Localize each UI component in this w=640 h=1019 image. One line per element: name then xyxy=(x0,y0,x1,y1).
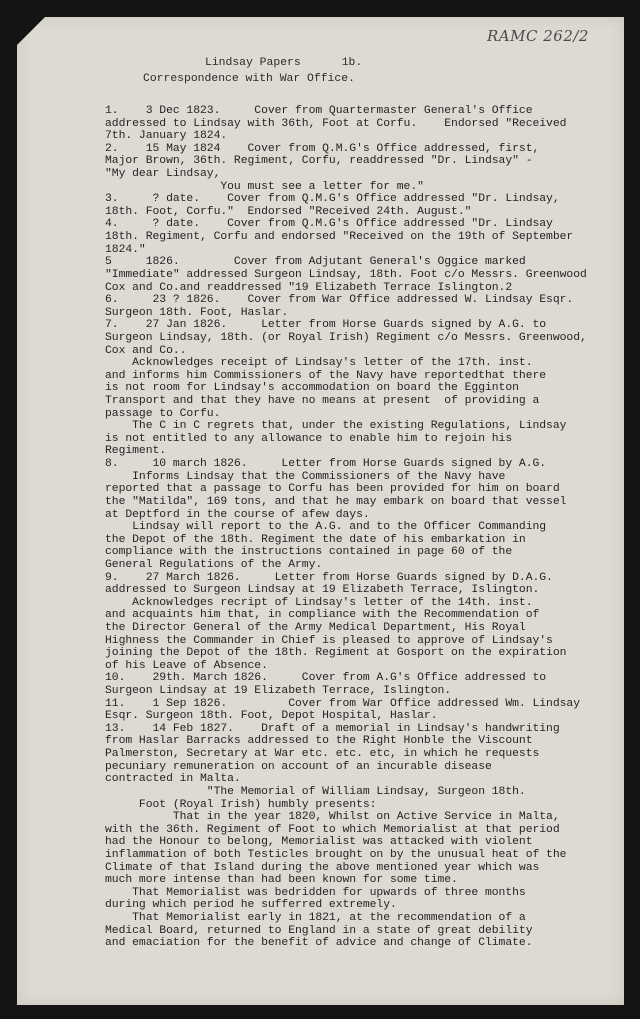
text-line: with the 36th. Regiment of Foot to which Memorialist at that period xyxy=(105,823,560,836)
text-line: from Haslar Barracks addressed to the Right Honble the Viscount xyxy=(105,735,533,748)
text-line: and informs him Commissioners of the Navy have reportedthat there xyxy=(105,369,547,382)
text-line: Climate of that Island during the above mentioned year which was xyxy=(105,861,540,874)
text-line: pecuniary remuneration on account of an incurable disease xyxy=(105,760,492,773)
text-line: contracted in Malta. xyxy=(105,773,241,786)
text-line: That in the year 1820, Whilst on Active Service in Malta, xyxy=(105,811,560,824)
text-line: had the Honour to belong, Memorialist was attacked with violent xyxy=(105,836,533,849)
text-line: addressed to Surgeon Lindsay at 19 Elizabeth Terrace, Islington. xyxy=(105,584,540,597)
text-line: 9. 27 March 1826. Letter from Horse Guards signed by D.A.G. xyxy=(105,571,553,584)
document-body xyxy=(105,105,615,950)
text-line: and acquaints him that, in compliance with the Recommendation of xyxy=(105,609,540,622)
text-line: Lindsay will report to the A.G. and to the Officer Commanding xyxy=(105,521,547,534)
text-line: Major Brown, 36th. Regiment, Corfu, readdressed "Dr. Lindsay" - xyxy=(105,155,533,168)
text-line: Informs Lindsay that the Commissioners of the Navy have xyxy=(105,470,506,483)
text-line: "Immediate" addressed Surgeon Lindsay, 18th. Foot c/o Messrs. Greenwood xyxy=(105,268,587,281)
text-line: 1824." xyxy=(105,243,146,256)
text-line: is not entitled to any allowance to enable him to rejoin his xyxy=(105,432,513,445)
text-line: inflammation of both Testicles brought on by the unusual heat of the xyxy=(105,848,567,861)
text-line: 3. ? date. Cover from Q.M.G's Office addressed "Dr. Lindsay, xyxy=(105,193,560,206)
text-line: Regiment. xyxy=(105,445,167,458)
text-line: "The Memorial of William Lindsay, Surgeon 18th. xyxy=(105,785,526,798)
text-line: 8. 10 march 1826. Letter from Horse Guards signed by A.G. xyxy=(105,458,547,471)
text-line: addressed to Lindsay with 36th, Foot at Corfu. Endorsed "Received xyxy=(105,117,567,130)
text-line: 18th. Regiment, Corfu and endorsed "Received on the 19th of September xyxy=(105,231,574,244)
text-line: Surgeon Lindsay at 19 Elizabeth Terrace, Islington. xyxy=(105,685,452,698)
text-line: 2. 15 May 1824 Cover from Q.M.G's Office addressed, first, xyxy=(105,142,540,155)
document-title: Lindsay Papers 1b. xyxy=(205,57,363,69)
text-line: is not room for Lindsay's accommodation on board the Egginton xyxy=(105,382,519,395)
text-line: That Memorialist was bedridden for upwards of three months xyxy=(105,886,526,899)
text-line: Cox and Co.. xyxy=(105,344,187,357)
catalogue-reference-note: RAMC 262/2 xyxy=(487,27,589,45)
text-line: 10. 29th. March 1826. Cover from A.G's Office addressed to xyxy=(105,672,547,685)
text-line: much more intense than had been known for some time. xyxy=(105,874,458,887)
folded-corner xyxy=(17,17,45,45)
text-line: compliance with the instructions contained in page 60 of the xyxy=(105,546,513,559)
text-line: 6. 23 ? 1826. Cover from War Office addressed W. Lindsay Esqr. xyxy=(105,294,574,307)
text-line: 11. 1 Sep 1826. Cover from War Office addressed Wm. Lindsay xyxy=(105,697,580,710)
text-line: of his Leave of Absence. xyxy=(105,659,268,672)
text-line: Surgeon 18th. Foot, Haslar. xyxy=(105,306,289,319)
text-line: 18th. Foot, Corfu." Endorsed "Received 24th. August." xyxy=(105,205,472,218)
document-subtitle: Correspondence with War Office. xyxy=(143,73,355,85)
text-line: reported that a passage to Corfu has been provided for him on board xyxy=(105,483,560,496)
text-line: and emaciation for the benefit of advice and change of Climate. xyxy=(105,937,533,950)
text-line: You must see a letter for me." xyxy=(105,180,424,193)
text-line: 5 1826. Cover from Adjutant General's Oggice marked xyxy=(105,256,526,269)
text-line: the "Matilda", 169 tons, and that he may embark on board that vessel xyxy=(105,495,567,508)
text-line: The C in C regrets that, under the existing Regulations, Lindsay xyxy=(105,420,567,433)
text-line: Acknowledges receipt of Lindsay's letter of the 17th. inst. xyxy=(105,357,533,370)
text-line: Foot (Royal Irish) humbly presents: xyxy=(105,798,377,811)
text-line: Cox and Co.and readdressed "19 Elizabeth Terrace Islington.2 xyxy=(105,281,513,294)
text-line: Esqr. Surgeon 18th. Foot, Depot Hospital, Haslar. xyxy=(105,710,438,723)
text-line: 13. 14 Feb 1827. Draft of a memorial in Lindsay's handwriting xyxy=(105,722,560,735)
text-line: the Director General of the Army Medical Department, His Royal xyxy=(105,621,526,634)
text-line: during which period he sufferred extremely. xyxy=(105,899,397,912)
text-line: Surgeon Lindsay, 18th. (or Royal Irish) Regiment c/o Messrs. Greenwood, xyxy=(105,331,587,344)
text-line: joining the Depot of the 18th. Regiment at Gosport on the expiration xyxy=(105,647,567,660)
text-line: "My dear Lindsay, xyxy=(105,168,221,181)
text-line: Highness the Commander in Chief is pleased to approve of Lindsay's xyxy=(105,634,553,647)
text-line: 7. 27 Jan 1826. Letter from Horse Guards signed by A.G. to xyxy=(105,319,547,332)
text-line: Medical Board, returned to England in a state of great debility xyxy=(105,924,533,937)
text-line: passage to Corfu. xyxy=(105,407,221,420)
text-line: Palmerston, Secretary at War etc. etc. etc, in which he requests xyxy=(105,748,540,761)
text-line: at Deptford in the course of afew days. xyxy=(105,508,370,521)
text-line: 7th. January 1824. xyxy=(105,130,228,143)
text-line: Acknowledges recript of Lindsay's letter of the 14th. inst. xyxy=(105,596,533,609)
text-line: General Regulations of the Army. xyxy=(105,558,323,571)
document-page xyxy=(17,17,624,1005)
text-line: Transport and that they have no means at present of providing a xyxy=(105,395,540,408)
text-line: the Depot of the 18th. Regiment the date of his embarkation in xyxy=(105,533,526,546)
text-line: 4. ? date. Cover from Q.M.G's Office addressed "Dr. Lindsay xyxy=(105,218,553,231)
text-line: 1. 3 Dec 1823. Cover from Quartermaster General's Office xyxy=(105,105,533,117)
text-line: That Memorialist early in 1821, at the recommendation of a xyxy=(105,912,526,924)
